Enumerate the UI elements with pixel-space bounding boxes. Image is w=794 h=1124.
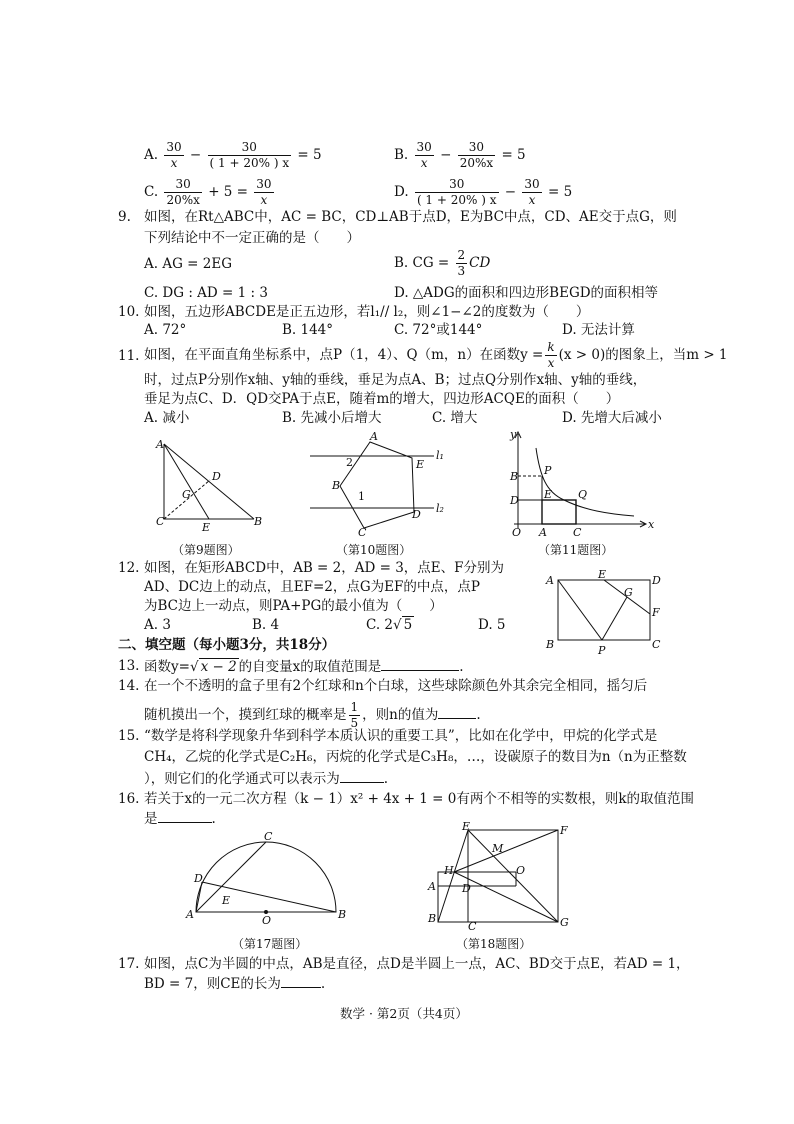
fig9-label-e: E [202, 521, 211, 534]
fig11-label-b: B [510, 470, 519, 483]
fig17-caption: （第17题图） [232, 937, 308, 951]
fig17-label-e: E [222, 894, 231, 907]
fig17-label-d: D [194, 872, 203, 885]
fig9-label-d: D [212, 470, 221, 483]
fig18-label-a: A [428, 880, 436, 893]
q10-line1: 如图，五边形ABCDE是正五边形，若l₁// l₂，则∠1−∠2的度数为（ ） [144, 304, 590, 320]
q15-answer-blank[interactable] [340, 768, 384, 783]
q9-line2: 下列结论中不一定正确的是（ ） [144, 230, 360, 246]
q9-option-b: B. CG = $\frac{2}{3}$ CD [394, 248, 491, 278]
q11-option-c: C. 增大 [432, 410, 478, 426]
fig10-label-b: B [332, 479, 341, 492]
fig17-label-c: C [264, 832, 273, 843]
q14-line1: 在一个不透明的盒子里有2个红球和n个白球，这些球除颜色外其余完全相同，摇匀后 [144, 678, 648, 694]
fig10-angle-2: 2 [346, 456, 353, 469]
q16-line1: 若关于x的一元二次方程（k − 1）x² + 4x + 1 = 0有两个不相等的实数根，则k的取值范围 [144, 791, 695, 807]
q9-number: 9. [118, 209, 131, 225]
fig10-label-e: E [416, 458, 425, 471]
q12-option-d: D. 5 [478, 617, 506, 633]
fig11-label-p: P [544, 464, 552, 477]
fig18-label-e: E [462, 822, 471, 833]
fig9-label-b: B [254, 515, 263, 528]
q9-line1: 如图，在Rt△ABC中，AC = BC，CD⊥AB于点D，E为BC中点，CD、AE交于点G，则 [144, 209, 677, 225]
fig12-label-c: C [652, 638, 661, 651]
fig18-label-b: B [428, 912, 437, 925]
fig10-label-d: D [412, 508, 421, 521]
section-title-fill-in: 二、填空题（每小题3分，共18分） [118, 637, 336, 653]
q15-number: 15. [118, 728, 140, 744]
figure-17 [180, 832, 350, 924]
q12-option-b: B. 4 [252, 617, 280, 633]
q14-number: 14. [118, 678, 140, 694]
q17-line1: 如图，点C为半圆的中点，AB是直径，点D是半圆上一点，AC、BD交于点E，若AD = 1， [144, 956, 690, 972]
fig12-label-e: E [598, 568, 607, 581]
q17-answer-blank[interactable] [281, 973, 321, 988]
q8-option-d: D. $\frac{30}{( 1 + 20\% ) x}$ − $\frac{30}{x}$ = 5 [394, 177, 573, 207]
fig18-label-d: D [462, 882, 471, 895]
fig10-label-a: A [370, 432, 378, 443]
fig11-caption: （第11题图） [538, 543, 614, 557]
q17-number: 17. [118, 956, 140, 972]
q9-option-d: D. △ADG的面积和四边形BEGD的面积相等 [394, 285, 659, 301]
q10-option-a: A. 72° [144, 322, 187, 338]
fig10-label-l1: l₁ [436, 449, 444, 462]
fig17-label-b: B [338, 908, 347, 921]
q11-line2: 时，过点P分别作x轴、y轴的垂线，垂足为点A、B；过点Q分别作x轴、y轴的垂线， [144, 372, 647, 388]
q12-line3: 为BC边上一动点，则PA+PG的最小值为（ ） [144, 598, 443, 614]
q13-text: 函数y=√ x − 2 的自变量x的取值范围是 . [144, 656, 464, 677]
q8-option-b: B. $\frac{30}{x}$ − $\frac{30}{20\%x}$ = 5 [394, 140, 526, 170]
fig12-label-d: D [652, 574, 661, 587]
fig12-label-b: B [546, 638, 555, 651]
q12-line1: 如图，在矩形ABCD中，AB = 2，AD = 3，点E、F分别为 [144, 560, 505, 576]
fig18-label-o: O [516, 864, 526, 877]
page-footer: 数学 · 第2页（共4页） [340, 1006, 468, 1021]
fig9-caption: （第9题图） [172, 543, 240, 557]
q12-line2: AD、DC边上的动点，且EF=2，点G为EF的中点，点P [144, 579, 480, 595]
q8-option-c: C. $\frac{30}{20\%x}$ + 5 = $\frac{30}{x}$ [144, 177, 272, 207]
q11-line3: 垂足为点C、D．QD交PA于点E，随着m的增大，四边形ACQE的面积（ ） [144, 391, 620, 407]
q9-option-a: A. AG = 2EG [144, 256, 232, 272]
q9-option-c: C. DG : AD = 1 : 3 [144, 285, 268, 301]
q10-option-c: C. 72°或144° [394, 322, 483, 338]
figure-18 [424, 822, 574, 930]
fig18-caption: （第18题图） [456, 937, 532, 951]
figure-11 [504, 428, 654, 540]
q12-number: 12. [118, 560, 140, 576]
fig11-label-y: y [510, 428, 517, 441]
q11-option-a: A. 减小 [144, 410, 190, 426]
q17-line2: BD = 7，则CE的长为 . [144, 973, 325, 994]
fig18-label-h: H [444, 864, 454, 877]
q14-answer-blank[interactable] [438, 704, 476, 719]
q10-number: 10. [118, 304, 140, 320]
fig17-label-o: O [262, 914, 272, 924]
fig9-label-c: C [156, 515, 165, 528]
q11-option-b: B. 先减小后增大 [282, 410, 382, 426]
fig9-label-a: A [156, 438, 164, 451]
q16-number: 16. [118, 791, 140, 807]
q13-number: 13. [118, 658, 140, 674]
fig10-label-c: C [358, 526, 367, 538]
q10-option-d: D. 无法计算 [562, 322, 635, 338]
fig17-label-a: A [186, 908, 194, 921]
q15-line1: “数学是将科学现象升华到科学本质认识的重要工具”，比如在化学中，甲烷的化学式是 [144, 728, 658, 744]
q16-line2: 是 . [144, 808, 216, 829]
fig11-label-d: D [510, 494, 519, 507]
q15-line2: CH₄，乙烷的化学式是C₂H₆，丙烷的化学式是C₃H₈，…，设碳原子的数目为n（n为正整数 [144, 749, 687, 765]
fig11-label-x: x [648, 518, 654, 531]
fig11-label-c: C [573, 526, 582, 539]
fig18-label-g: G [560, 916, 569, 929]
fig10-label-l2: l₂ [436, 502, 444, 515]
fig10-caption: （第10题图） [336, 543, 412, 557]
q11-option-d: D. 先增大后减小 [562, 410, 662, 426]
fig10-angle-1: 1 [358, 490, 365, 503]
figure-12 [540, 568, 670, 658]
fig12-label-a: A [546, 574, 554, 587]
figure-9 [150, 436, 270, 536]
q15-line3: ），则它们的化学通式可以表示为 . [144, 768, 388, 789]
q12-option-a: A. 3 [144, 617, 171, 633]
fig18-label-c: C [468, 920, 477, 930]
fig11-label-o: O [512, 526, 522, 539]
fig11-label-a: A [539, 526, 547, 539]
fig18-label-f: F [560, 824, 568, 837]
fig18-label-m: M [492, 842, 504, 855]
figure-10 [308, 432, 458, 538]
q10-option-b: B. 144° [282, 322, 334, 338]
fig11-label-q: Q [578, 488, 588, 501]
q14-line2: 随机摸出一个，摸到红球的概率是 $\frac{1}{5}$ ，则n的值为 . [144, 700, 481, 730]
q11-number: 11. [118, 348, 140, 364]
fig11-label-e: E [544, 488, 553, 501]
fig12-label-p: P [598, 644, 606, 657]
q12-option-c: C. 2√ 5 [366, 617, 413, 633]
q11-line1: 如图，在平面直角坐标系中，点P（1，4）、Q（m，n）在函数y = $\frac{k}{x}$ (x > 0)的图象上，当m > 1 [144, 340, 728, 370]
fig12-label-g: G [624, 586, 633, 599]
fig12-label-f: F [652, 606, 660, 619]
q8-option-a: A. $\frac{30}{x}$ − $\frac{30}{( 1 + 20\% ) x}$ = 5 [144, 140, 322, 170]
q16-answer-blank[interactable] [158, 808, 212, 823]
fig9-label-g: G [182, 488, 191, 501]
q13-answer-blank[interactable] [381, 656, 459, 671]
